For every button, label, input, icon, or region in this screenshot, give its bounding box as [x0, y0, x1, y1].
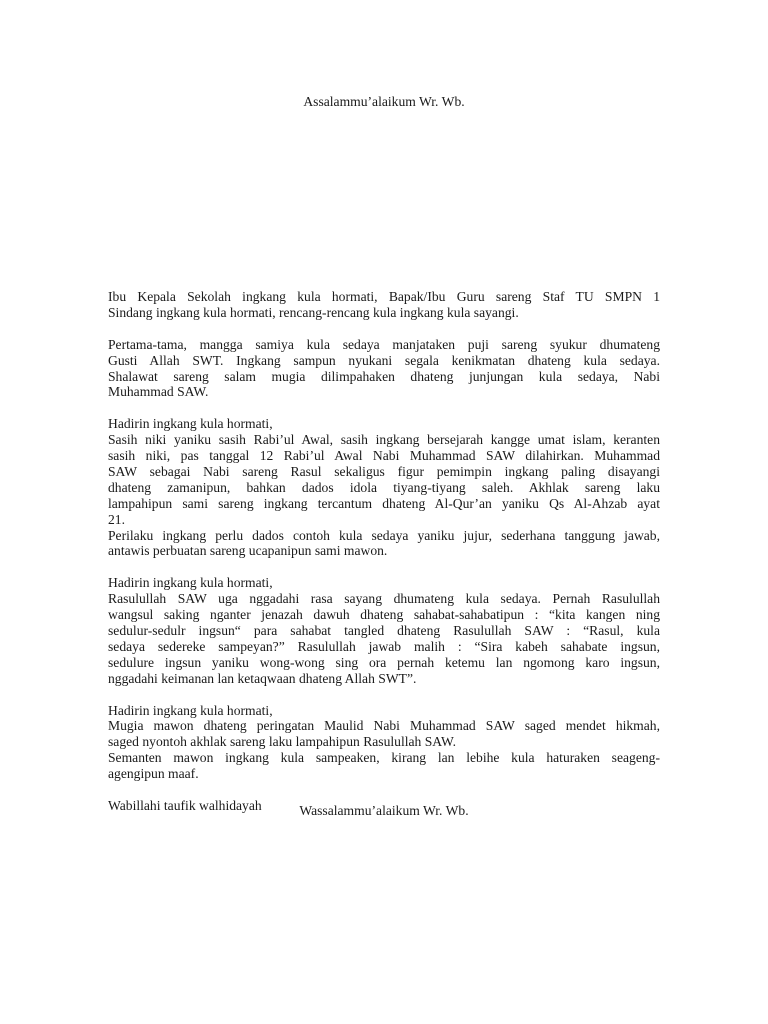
- text-line: Rasulullah SAW uga nggadahi rasa sayang dhumateng kula sedaya. Pernah Rasulullah: [108, 591, 660, 607]
- text-line: Hadirin ingkang kula hormati,: [108, 575, 273, 591]
- text-line: dhateng zamanipun, bahkan dados idola tiyang-tiyang saleh. Akhlak sareng laku: [108, 479, 660, 495]
- text-line: Perilaku ingkang perlu dados contoh kula sedaya yaniku jujur, sederhana tanggung jawab,: [108, 527, 660, 543]
- paragraph-closing: [108, 703, 660, 783]
- text-line: SAW sebagai Nabi sareng Rasul sekaligus figur pemimpin ingkang paling disayangi: [108, 463, 660, 479]
- text-line: Mugia mawon dhateng peringatan Maulid Nabi Muhammad SAW saged mendet hikmah,: [108, 718, 660, 734]
- text-line: Sindang ingkang kula hormati, rencang-rencang kula ingkang kula sayangi.: [108, 304, 519, 320]
- text-line: agengipun maaf.: [108, 766, 199, 782]
- text-line: Ibu Kepala Sekolah ingkang kula hormati, Bapak/Ibu Guru sareng Staf TU SMPN 1: [108, 289, 660, 304]
- text-line: antawis perbuatan sareng ucapanipun sami mawon.: [108, 543, 388, 559]
- text-line: sedulur-sedulr ingsun“ para sahabat tangled dhateng Rasulullah SAW : “Rasul, kula: [108, 622, 660, 638]
- text-line: Pertama-tama, mangga samiya kula sedaya manjataken puji sareng syukur dhumateng: [108, 336, 660, 352]
- letter-body: [108, 289, 660, 814]
- paragraph-opening: [108, 337, 660, 401]
- text-line: 21.: [108, 511, 125, 527]
- text-line: Semanten mawon ingkang kula sampeaken, kirang lan lebihe kula haturaken seageng-: [108, 750, 660, 766]
- text-line: Wabillahi taufik walhidayah: [108, 797, 262, 813]
- text-line: Shalawat sareng salam mugia dilimpahaken dhateng junjungan kula sedaya, Nabi: [108, 368, 660, 384]
- text-line: lampahipun sami sareng ingkang tercantum dhateng Al-Qur’an yaniku Qs Al-Ahzab ayat: [108, 495, 660, 511]
- opening-greeting: Assalammu’alaikum Wr. Wb.: [303, 94, 465, 109]
- text-line: saged nyontoh akhlak sareng laku lampahipun Rasulullah SAW.: [108, 734, 457, 750]
- paragraph-rasulullah: [108, 575, 660, 686]
- paragraph-salutation: [108, 289, 660, 321]
- text-line: Hadirin ingkang kula hormati,: [108, 702, 273, 718]
- text-line: Gusti Allah SWT. Ingkang sampun nyukani segala kenikmatan dhateng kula sedaya.: [108, 352, 660, 368]
- text-line: sasih niki, pas tanggal 12 Rabi’ul Awal Nabi Muhammad SAW dilahirkan. Muhammad: [108, 448, 660, 464]
- text-line: wangsul saking nganter jenazah dawuh dhateng sahabat-sahabatipun : “kita kangen ning: [108, 607, 660, 623]
- text-line: sedulure ingsun yaniku wong-wong sing ora pernah ketemu lan ngomong karo ingsun,: [108, 654, 660, 670]
- text-line: Muhammad SAW.: [108, 384, 209, 400]
- text-line: sedaya sedereke sampeyan?” Rasulullah jawab malih : “Sira kabeh sahabate ingsun,: [108, 638, 660, 654]
- text-line: Sasih niki yaniku sasih Rabi’ul Awal, sasih ingkang bersejarah kangge umat islam, keranten: [108, 432, 660, 448]
- closing-greeting: Wassalammu’alaikum Wr. Wb.: [299, 803, 469, 818]
- text-line: Hadirin ingkang kula hormati,: [108, 416, 273, 432]
- paragraph-rabiul-awal: [108, 416, 660, 559]
- text-line: nggadahi keimanan lan ketaqwaan dhateng Allah SWT”.: [108, 670, 417, 686]
